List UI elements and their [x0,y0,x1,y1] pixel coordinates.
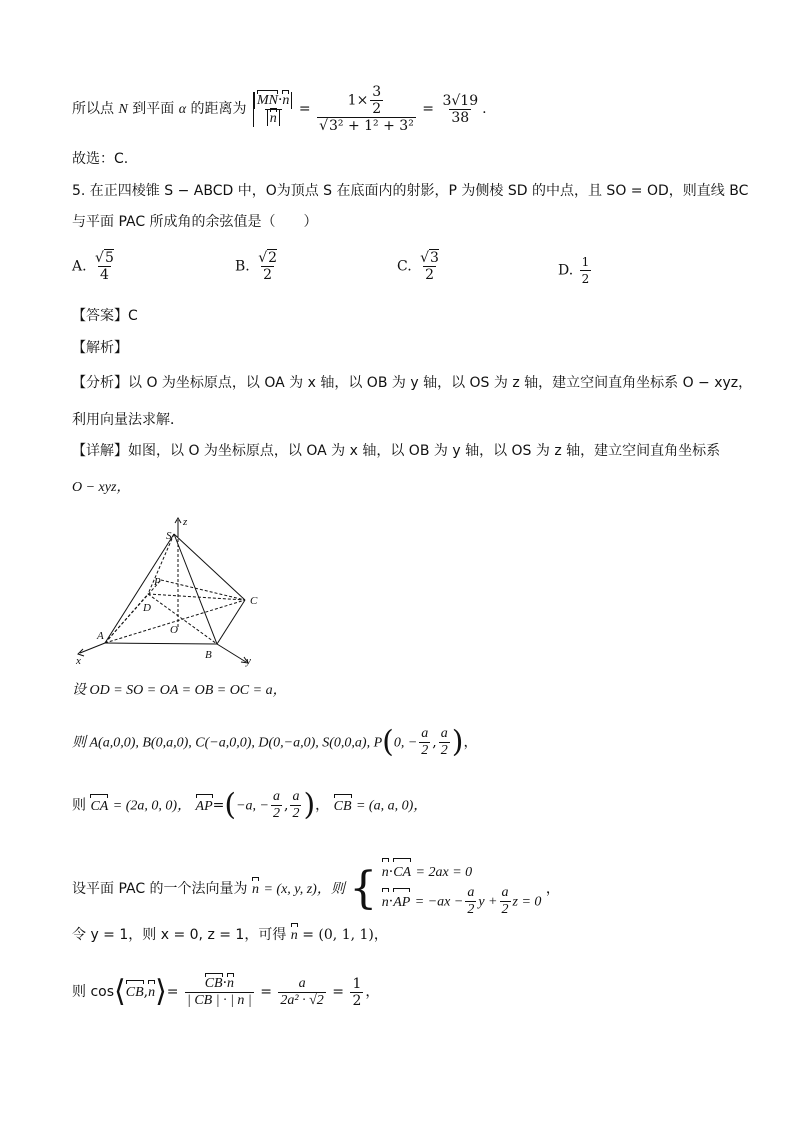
label-S: S [166,530,172,542]
edge-SB [174,534,217,644]
coords-line: 则 A(a,0,0), B(0,a,0), C(−a,0,0), D(0,−a,0), S(0,0,a), P(0, − $\frac{a}{2}$ , $\frac{a}{2}$ )， [72,724,478,760]
vectors-line: 则 CA = (2a, 0, 0)， AP=(−a, − $\frac{a}{2}$ , $\frac{a}{2}$ )， CB = (a, a, 0)， [72,787,428,823]
option-d: D. $\frac{1}{2}$ [558,255,590,286]
normal-line: 设平面 PAC 的一个法向量为 n = (x, y, z)，则 { n·CA = 2ax = 0 n·AP = −ax − $\frac{a}{2}$ y + $\frac{a}{2}$ z = 0 ， [72,860,560,918]
result-fraction: $\frac{3√19}{38}$ [442,92,479,126]
system-eq2: n·AP = −ax − $\frac{a}{2}$ y + $\frac{a}{2}$ z = 0 [381,885,542,917]
set-line: 设 OD = SO = OA = OB = OC = a， [72,683,287,698]
label-y: y [246,655,251,667]
option-a: A. $\frac{√5}{4}$ [72,250,114,283]
answer-tag: 【答案】C [72,308,138,324]
edge-AC [105,600,245,643]
edge-AB [105,643,217,644]
substituted-fraction: 1× $\frac{3}{2}$ √3² + 1² + 3² [319,84,414,134]
label-P: P [154,576,161,588]
xiangjie-line2: O − xyz， [72,480,131,495]
pyramid-figure [70,512,270,670]
label-x: x [76,655,81,667]
edge-SC [174,534,245,600]
fenxi-line2: 利用向量法求解． [72,412,184,428]
edge-BC [217,600,245,644]
xiangjie-line1: 【详解】如图，以 O 为坐标原点，以 OA 为 x 轴，以 OB 为 y 轴，以 OS 为 z 轴，建立空间直角坐标系 [72,443,721,459]
distance-line: 所以点 N 到平面 α 的距离为 $\frac{MN\cdot n}{n}$ = 1× $\frac{3}{2}$ √3² + 1² + 3² = $\frac{3√19}{38}$ . [72,84,487,134]
label-A: A [97,630,104,642]
edge-AP [105,580,161,643]
edge-SD [148,534,174,594]
let-line: 令 y = 1，则 x = 0, z = 1，可得 n = (0, 1, 1)， [72,925,388,946]
option-b: B. $\frac{√2}{2}$ [235,250,278,283]
question-5-line1: 5. 在正四棱锥 S − ABCD 中，O为顶点 S 在底面内的射影，P 为侧棱 SD 的中点，且 SO = OD，则直线 BC [72,183,749,199]
x-axis [80,643,105,653]
label-D: D [143,602,151,614]
edge-DB [148,594,217,644]
system-eq1: n·CA = 2ax = 0 [382,860,542,885]
answer-prev: 故选：C. [72,151,129,167]
edge-SA [105,534,174,643]
y-axis [217,644,246,662]
analysis-tag: 【解析】 [72,340,128,356]
label-O: O [170,624,178,636]
cos-line: 则 cos⟨CB,n⟩= $\frac{CB\cdot n}{| CB | \cdot | n |}$ = $\frac{a}{\text{2a² · √2}}$ = $\frac{1}{2}$ ， [72,974,380,1009]
label-C: C [250,595,258,607]
label-z: z [183,516,188,528]
fenxi-line1: 【分析】以 O 为坐标原点，以 OA 为 x 轴，以 OB 为 y 轴，以 OS 为 z 轴，建立空间直角坐标系 O − xyz， [72,375,753,391]
distance-fraction: $\frac{MN\cdot n}{n}$ [253,92,292,127]
question-5-line2: 与平面 PAC 所成角的余弦值是（ ） [72,214,318,230]
label-B: B [205,649,212,661]
option-c: C. $\frac{√3}{2}$ [397,250,439,283]
